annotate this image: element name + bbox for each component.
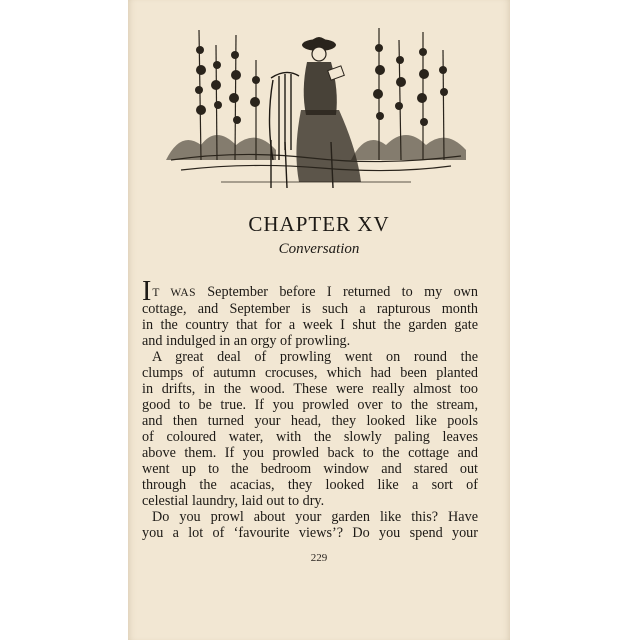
text-line-16: you a lot of ‘favourite views’? Do you spend your bbox=[142, 525, 478, 541]
chapter-title: CHAPTER XV bbox=[248, 212, 390, 236]
chapter-body-text bbox=[142, 276, 478, 541]
text-line-3: in the country that for a week I shut the garden gate bbox=[142, 317, 478, 333]
page-number: 229 bbox=[310, 552, 328, 564]
chapter-subtitle: Conversation bbox=[278, 241, 360, 257]
text-line-11: above them. If you prowled back to the cottage and bbox=[142, 445, 478, 461]
woman-reading-in-garden-illustration bbox=[161, 10, 471, 195]
text-line-10: of coloured water, with the slowly paling leaves bbox=[142, 429, 478, 445]
text-line-6: clumps of autumn crocuses, which had been planted bbox=[142, 365, 478, 381]
drop-cap: I bbox=[142, 276, 152, 307]
text-line-12: went up to the bedroom window and stared out bbox=[142, 461, 478, 477]
text-line-7: in drifts, in the wood. These were really almost too bbox=[142, 381, 478, 397]
text-line-5: A great deal of prowling went on round the bbox=[152, 349, 478, 365]
text-line-8: good to be true. If you prowled over to the stream, bbox=[142, 397, 478, 413]
text-line-14: celestial laundry, laid out to dry. bbox=[142, 493, 325, 509]
book-page bbox=[128, 0, 510, 640]
text-line-1: IT WAS September before I returned to my own bbox=[142, 276, 478, 307]
text-line-15: Do you prowl about your garden like this? Have bbox=[152, 509, 478, 525]
text-line-13: through the acacias, they looked like a sort of bbox=[142, 477, 478, 493]
first-words-smallcaps: T WAS bbox=[152, 287, 196, 299]
text-line-2: cottage, and September is such a rapturous month bbox=[142, 301, 478, 317]
text-line-4: and indulged in an orgy of prowling. bbox=[142, 333, 351, 349]
text-line-9: and then turned your head, they looked like pools bbox=[142, 413, 478, 429]
